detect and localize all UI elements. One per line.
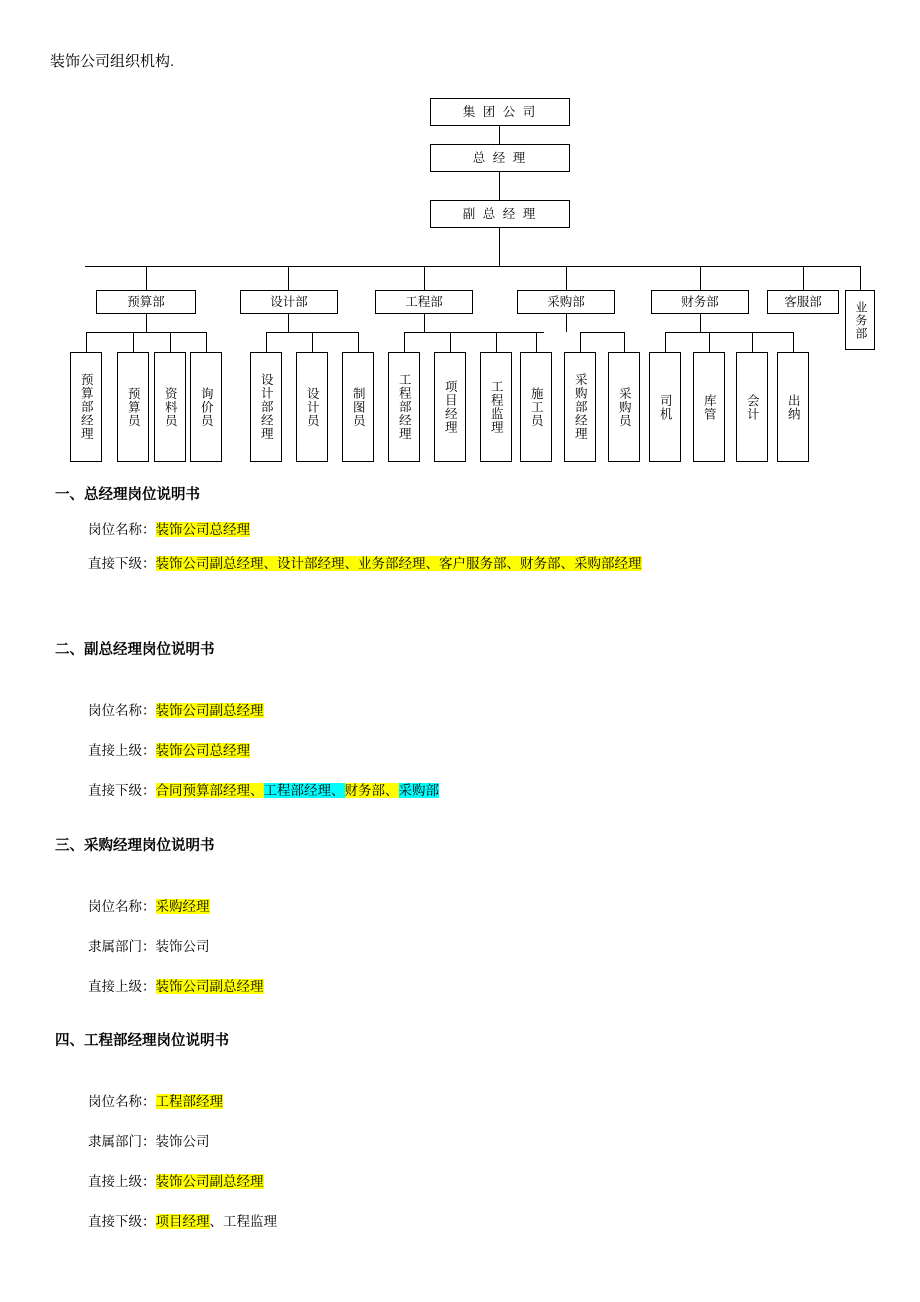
chart-node-group-company: 集 团 公 司 <box>430 98 570 126</box>
chart-node-design-manager: 设计部经理 <box>250 352 282 462</box>
section-general-manager <box>0 483 920 572</box>
field-value: 装饰公司副总经理 <box>155 703 264 718</box>
connector <box>665 332 666 352</box>
field-label: 直接上级： <box>88 1174 156 1189</box>
field-row <box>88 895 920 915</box>
section-purchasing-manager <box>0 834 920 995</box>
section-heading: 三、采购经理岗位说明书 <box>55 838 215 854</box>
field-value: 工程部经理 <box>155 1094 223 1109</box>
chart-node-supervisor: 工程监理 <box>480 352 512 462</box>
field-value: 采购经理 <box>155 899 210 914</box>
connector <box>499 172 500 200</box>
field-value: 装饰公司副总经理 <box>155 979 264 994</box>
field-label: 隶属部门： <box>88 1134 156 1149</box>
connector <box>566 314 567 332</box>
connector-bus <box>404 332 544 333</box>
field-value: 装饰公司副总经理、设计部经理、业务部经理、客户服务部、财务部、采购部经理 <box>155 556 642 571</box>
chart-node-designer: 设计员 <box>296 352 328 462</box>
chart-node-driver: 司机 <box>649 352 681 462</box>
field-value: 装饰公司总经理 <box>155 522 250 537</box>
field-label: 岗位名称： <box>88 522 156 537</box>
connector <box>133 332 134 352</box>
field-row <box>88 1170 920 1190</box>
chart-node-accountant: 会计 <box>736 352 768 462</box>
field-value-part: 项目经理 <box>155 1214 210 1229</box>
connector <box>752 332 753 352</box>
connector <box>450 332 451 352</box>
connector <box>206 332 207 352</box>
chart-node-cashier: 出纳 <box>777 352 809 462</box>
chart-node-drafter: 制图员 <box>342 352 374 462</box>
connector <box>860 266 861 290</box>
connector <box>146 266 147 290</box>
connector <box>793 332 794 352</box>
connector <box>404 332 405 352</box>
chart-node-dept-design: 设计部 <box>240 290 338 314</box>
field-value-part: 合同预算部经理、 <box>155 783 264 798</box>
field-row <box>88 518 920 538</box>
chart-node-budget-manager: 预算部经理 <box>70 352 102 462</box>
org-chart <box>0 90 920 480</box>
field-label: 直接上级： <box>88 979 156 994</box>
connector <box>700 314 701 332</box>
connector <box>709 332 710 352</box>
connector <box>288 266 289 290</box>
connector <box>700 266 701 290</box>
field-label: 岗位名称： <box>88 899 156 914</box>
chart-node-dept-finance: 财务部 <box>651 290 749 314</box>
section-deputy-general-manager <box>0 638 920 799</box>
chart-node-price-clerk: 询价员 <box>190 352 222 462</box>
field-row <box>88 1130 920 1150</box>
connector <box>146 314 147 332</box>
connector <box>288 314 289 332</box>
field-row <box>88 739 920 759</box>
connector <box>424 266 425 290</box>
connector-bus <box>752 332 794 333</box>
field-value-part: 工程部经理、 <box>263 783 345 798</box>
chart-node-data-clerk: 资料员 <box>154 352 186 462</box>
field-label: 直接下级： <box>88 556 156 571</box>
connector <box>580 332 581 352</box>
connector <box>566 266 567 290</box>
chart-node-buyer: 采购员 <box>608 352 640 462</box>
connector <box>170 332 171 352</box>
section-heading: 一、总经理岗位说明书 <box>55 487 200 503</box>
chart-node-dept-customer-service: 客服部 <box>767 290 839 314</box>
field-label: 隶属部门： <box>88 939 156 954</box>
connector <box>624 332 625 352</box>
field-value: 装饰公司 <box>155 939 210 954</box>
chart-node-project-manager: 项目经理 <box>434 352 466 462</box>
field-row <box>88 552 920 572</box>
connector <box>536 332 537 352</box>
field-label: 直接下级： <box>88 783 156 798</box>
field-label: 直接上级： <box>88 743 156 758</box>
connector <box>358 332 359 352</box>
connector-bus <box>86 332 206 333</box>
field-row <box>88 1090 920 1110</box>
section-heading: 四、工程部经理岗位说明书 <box>55 1033 229 1049</box>
field-value-part: 财务部、 <box>344 783 399 798</box>
connector <box>496 332 497 352</box>
field-value-part: 采购部 <box>398 783 439 798</box>
field-label: 直接下级： <box>88 1214 156 1229</box>
page-title: 装饰公司组织机构. <box>50 53 175 70</box>
field-label: 岗位名称： <box>88 703 156 718</box>
field-value: 装饰公司 <box>155 1134 210 1149</box>
field-row <box>88 975 920 995</box>
field-value-part: 、工程监理 <box>209 1214 277 1229</box>
connector <box>803 266 804 290</box>
field-row <box>88 779 920 799</box>
field-row <box>88 699 920 719</box>
chart-node-general-manager: 总 经 理 <box>430 144 570 172</box>
connector <box>424 314 425 332</box>
chart-node-dept-engineering: 工程部 <box>375 290 473 314</box>
field-value: 装饰公司副总经理 <box>155 1174 264 1189</box>
connector <box>312 332 313 352</box>
field-label: 岗位名称： <box>88 1094 156 1109</box>
chart-node-engineering-manager: 工程部经理 <box>388 352 420 462</box>
section-heading: 二、副总经理岗位说明书 <box>55 642 215 658</box>
chart-node-dept-purchasing: 采购部 <box>517 290 615 314</box>
chart-node-warehouse: 库管 <box>693 352 725 462</box>
chart-node-purchase-manager: 采购部经理 <box>564 352 596 462</box>
connector <box>499 228 500 266</box>
section-engineering-manager <box>0 1029 920 1230</box>
field-row <box>88 935 920 955</box>
connector-bus <box>580 332 625 333</box>
connector <box>266 332 267 352</box>
connector <box>499 126 500 144</box>
connector-bus <box>85 266 860 267</box>
chart-node-constructor: 施工员 <box>520 352 552 462</box>
chart-node-dept-budget: 预算部 <box>96 290 196 314</box>
chart-node-dept-business: 业务部 <box>845 290 875 350</box>
chart-node-budget-clerk: 预算员 <box>117 352 149 462</box>
field-value: 装饰公司总经理 <box>155 743 250 758</box>
chart-node-deputy-general-manager: 副 总 经 理 <box>430 200 570 228</box>
connector <box>86 332 87 352</box>
field-row <box>88 1210 920 1230</box>
